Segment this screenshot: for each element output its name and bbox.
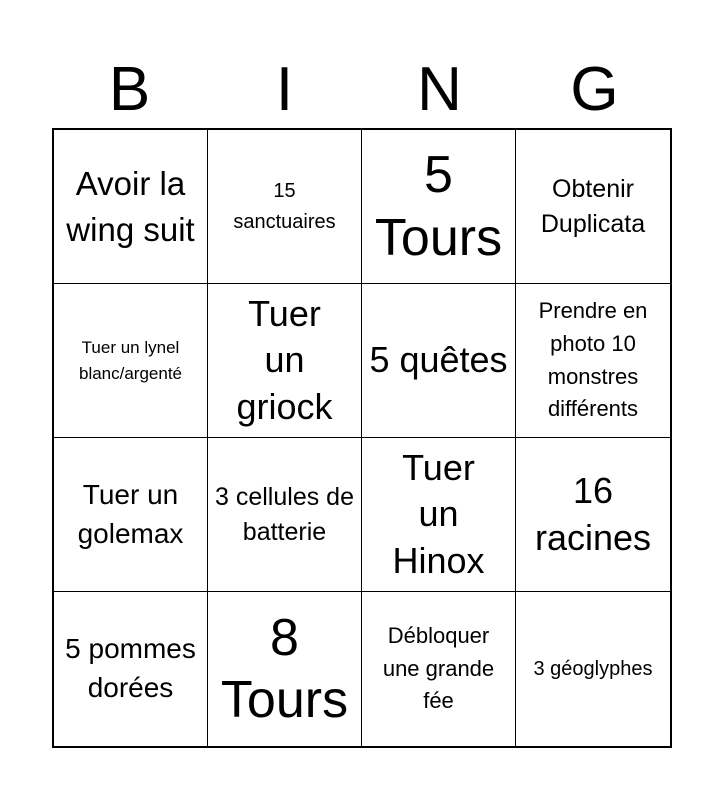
cell-text: Obtenir Duplicata	[540, 175, 646, 238]
bingo-cell[interactable]	[54, 592, 208, 746]
cell-text: Tuer un golemax	[77, 478, 184, 549]
bingo-cell[interactable]	[208, 438, 362, 592]
header-letter-i: I	[275, 55, 294, 124]
cell-text: 5 quêtes	[369, 339, 508, 381]
bingo-cell[interactable]	[362, 592, 516, 746]
cell-text: Tuer un griock	[236, 293, 333, 427]
bingo-cell[interactable]	[362, 284, 516, 438]
cell-text: Prendre en photo 10 monstres différents	[538, 298, 648, 422]
cell-text: 3 géoglyphes	[533, 657, 653, 680]
bingo-cell[interactable]	[54, 130, 208, 284]
cell-text: Tuer un Hinox	[392, 447, 485, 581]
header-letter-b: B	[108, 55, 151, 124]
bingo-cell[interactable]	[208, 592, 362, 746]
bingo-cell[interactable]	[54, 438, 208, 592]
cell-text: 16 racines	[534, 470, 652, 558]
bingo-cell[interactable]	[516, 438, 670, 592]
cell-text: 15 sanctuaires	[233, 179, 336, 233]
bingo-cell[interactable]	[208, 284, 362, 438]
bingo-cell[interactable]	[208, 130, 362, 284]
bingo-header	[52, 52, 672, 128]
cell-text: Débloquer une grande fée	[382, 623, 495, 714]
cell-text: Tuer un lynel blanc/argenté	[78, 338, 183, 383]
bingo-cell[interactable]	[362, 130, 516, 284]
bingo-cell[interactable]	[362, 438, 516, 592]
bingo-cell[interactable]	[516, 284, 670, 438]
cell-text: 3 cellules de batterie	[215, 483, 354, 546]
cell-text: 5 Tours	[374, 146, 503, 267]
cell-text: Avoir la wing suit	[66, 164, 195, 248]
bingo-cell[interactable]	[54, 284, 208, 438]
bingo-cell[interactable]	[516, 130, 670, 284]
bingo-grid	[52, 128, 672, 748]
header-letter-n: N	[417, 55, 462, 124]
header-letter-g: G	[570, 55, 619, 124]
cell-text: 5 pommes dorées	[65, 633, 196, 703]
cell-text: 8 Tours	[220, 608, 349, 729]
bingo-cell[interactable]	[516, 592, 670, 746]
